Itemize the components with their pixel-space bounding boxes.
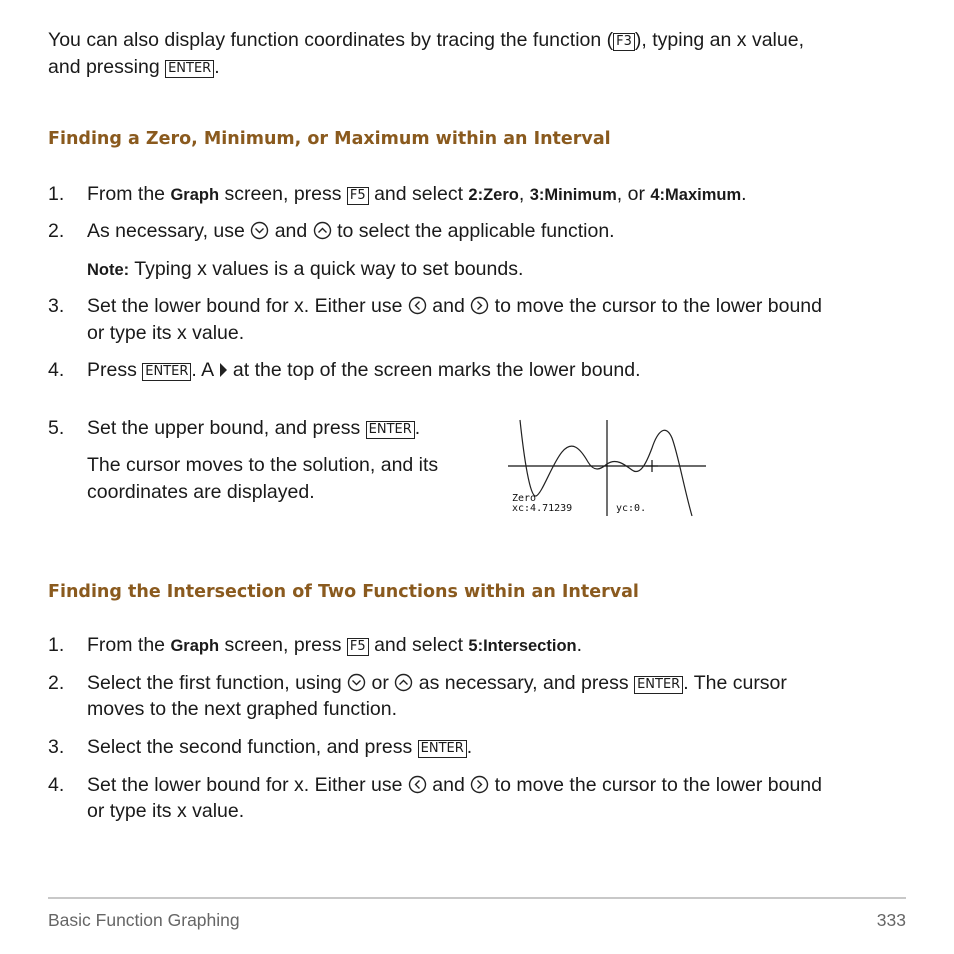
step-text: Set the lower bound for x. Either use <box>87 295 408 317</box>
calculator-graph-screen <box>506 418 708 518</box>
step-number: 4. <box>48 359 65 381</box>
step-text: to select the applicable function. <box>331 220 615 242</box>
step-text: at the top of the screen marks the lower bound. <box>227 359 641 381</box>
cursor-up-icon <box>313 221 332 247</box>
section-heading-zero: Finding a Zero, Minimum, or Maximum within an Interval <box>48 129 611 149</box>
enter-key: ENTER <box>142 363 191 381</box>
calc-xc-readout: xc:4.71239 <box>512 503 573 514</box>
step-text: to move the cursor to the lower bound <box>489 774 823 796</box>
step-2-text <box>87 670 787 699</box>
section-heading-intersection: Finding the Intersection of Two Functions within an Interval <box>48 582 639 602</box>
cursor-right-icon <box>470 296 489 322</box>
step-2-text-cont: moves to the next graphed function. <box>87 698 398 720</box>
step-text: and <box>269 220 313 242</box>
enter-key: ENTER <box>165 60 214 78</box>
step-number: 2. <box>48 672 65 694</box>
step-number: 2. <box>48 220 65 242</box>
ui-term: 2:Zero <box>468 186 519 204</box>
step-number: 1. <box>48 634 65 656</box>
cursor-up-icon <box>394 673 413 699</box>
step-text: to move the cursor to the lower bound <box>489 295 823 317</box>
right-triangle-icon <box>219 360 228 386</box>
step-4-text-cont: or type its x value. <box>87 800 245 822</box>
step-text: and select <box>368 634 469 656</box>
step-text: Press <box>87 359 143 381</box>
step-text: . A <box>191 359 219 381</box>
step-5-text <box>87 415 420 441</box>
footer-chapter-title: Basic Function Graphing <box>48 910 240 930</box>
intro-text: You can also display function coordinates by tracing the function ( <box>48 29 614 51</box>
step-text: Set the upper bound, and press <box>87 417 366 439</box>
note <box>87 256 523 283</box>
step-text: From the <box>87 634 171 656</box>
step-text: . <box>414 417 421 439</box>
note-text: Typing x values is a quick way to set bounds. <box>129 258 524 280</box>
step-text: and select <box>368 183 469 205</box>
step-3-text <box>87 293 822 322</box>
step-text: screen, press <box>219 183 347 205</box>
calc-yc-readout: yc:0. <box>616 503 647 514</box>
step-1-text <box>87 181 747 208</box>
footer-divider <box>48 897 906 899</box>
step-text: as necessary, and press <box>413 672 635 694</box>
step-5-result-line-2: coordinates are displayed. <box>87 481 315 503</box>
f5-key: F5 <box>347 638 369 656</box>
enter-key: ENTER <box>418 740 467 758</box>
step-text: Select the second function, and press <box>87 736 418 758</box>
ui-term: 5:Intersection <box>468 637 577 655</box>
step-text: screen, press <box>219 634 347 656</box>
f5-key: F5 <box>347 187 369 205</box>
step-text: and <box>426 295 471 317</box>
step-text: and <box>426 774 471 796</box>
step-text: . <box>741 183 747 205</box>
step-text: . <box>576 634 583 656</box>
step-text: or <box>366 672 395 694</box>
cursor-left-icon <box>408 775 427 801</box>
step-text: , <box>518 183 530 205</box>
step-text: Select the first function, using <box>87 672 348 694</box>
f3-key: F3 <box>613 33 635 51</box>
note-label: Note: <box>87 261 130 279</box>
ui-term: 3:Minimum <box>529 186 617 204</box>
calc-zero-label: Zero <box>512 493 537 504</box>
step-text: . The cursor <box>683 672 787 694</box>
step-4-text <box>87 772 822 801</box>
cursor-down-icon <box>250 221 269 247</box>
step-text: As necessary, use <box>87 220 251 242</box>
enter-key: ENTER <box>634 676 683 694</box>
step-2-text <box>87 218 615 247</box>
step-text: . <box>466 736 473 758</box>
page-number: 333 <box>876 910 906 930</box>
step-number: 1. <box>48 183 65 205</box>
step-3-text <box>87 734 472 760</box>
step-3-text-cont: or type its x value. <box>87 322 245 344</box>
ui-term: 4:Maximum <box>650 186 742 204</box>
enter-key: ENTER <box>366 421 415 439</box>
intro-line-1 <box>48 27 804 53</box>
intro-text: and pressing <box>48 56 166 78</box>
ui-term: Graph <box>170 186 220 204</box>
intro-text: . <box>214 56 220 78</box>
step-number: 5. <box>48 417 65 439</box>
step-4-text <box>87 357 641 386</box>
step-number: 4. <box>48 774 65 796</box>
step-5-result-line-1: The cursor moves to the solution, and its <box>87 454 439 476</box>
step-text: Set the lower bound for x. Either use <box>87 774 408 796</box>
cursor-right-icon <box>470 775 489 801</box>
step-text: , or <box>616 183 651 205</box>
intro-line-2 <box>48 54 220 80</box>
step-number: 3. <box>48 295 65 317</box>
ui-term: Graph <box>170 637 220 655</box>
step-text: From the <box>87 183 171 205</box>
step-number: 3. <box>48 736 65 758</box>
step-1-text <box>87 632 582 659</box>
intro-text: ), typing an x value, <box>634 29 804 51</box>
cursor-left-icon <box>408 296 427 322</box>
